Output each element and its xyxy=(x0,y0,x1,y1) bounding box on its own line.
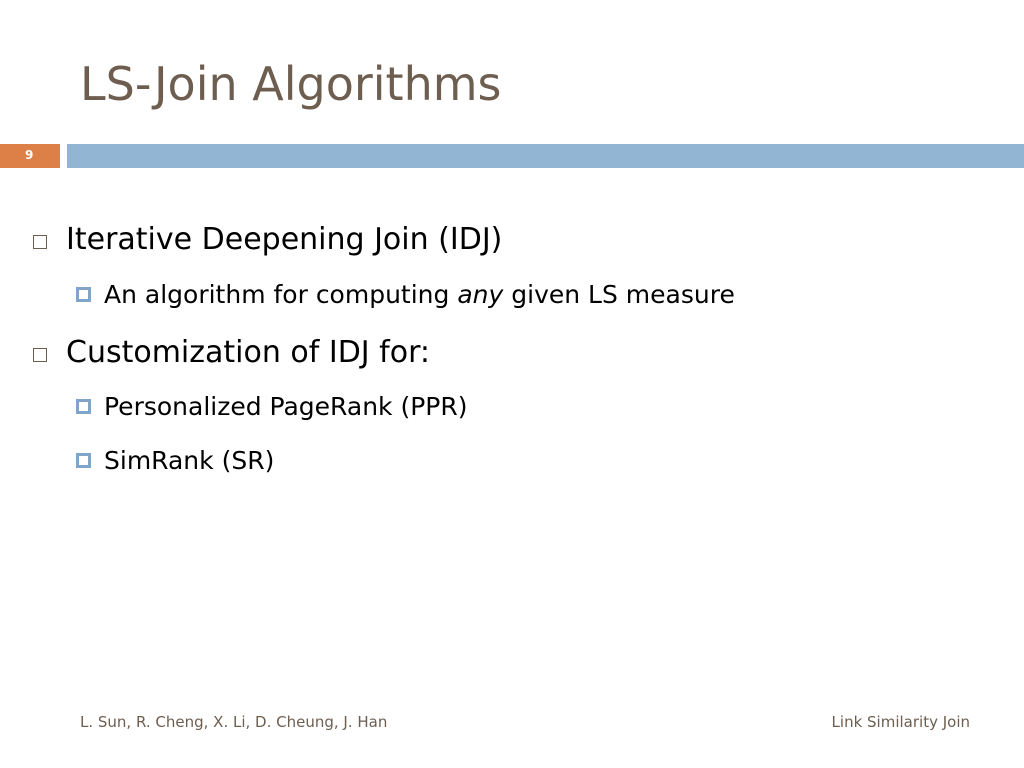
filled-square-bullet-icon xyxy=(76,399,91,414)
emphasis-text: any xyxy=(457,280,504,309)
filled-square-bullet-icon xyxy=(76,453,91,468)
hollow-square-bullet-icon xyxy=(33,235,47,249)
bullet-item: Customization of IDJ for: xyxy=(66,335,431,370)
sub-bullet-text: An algorithm for computing xyxy=(104,280,458,309)
sub-bullet-text: given LS measure xyxy=(503,280,735,309)
hollow-square-bullet-icon xyxy=(33,348,47,362)
footer-title: Link Similarity Join xyxy=(831,713,970,731)
sub-bullet-item xyxy=(104,279,735,311)
sub-bullet-item: SimRank (SR) xyxy=(104,446,275,475)
filled-square-bullet-icon xyxy=(76,287,91,302)
bullet-item: Iterative Deepening Join (IDJ) xyxy=(66,222,503,257)
slide-number: 9 xyxy=(25,148,34,162)
sub-bullet-item: Personalized PageRank (PPR) xyxy=(104,392,468,421)
slide-title: LS-Join Algorithms xyxy=(80,57,502,111)
footer-authors: L. Sun, R. Cheng, X. Li, D. Cheung, J. Han xyxy=(80,713,388,731)
header-bar xyxy=(67,144,1024,168)
